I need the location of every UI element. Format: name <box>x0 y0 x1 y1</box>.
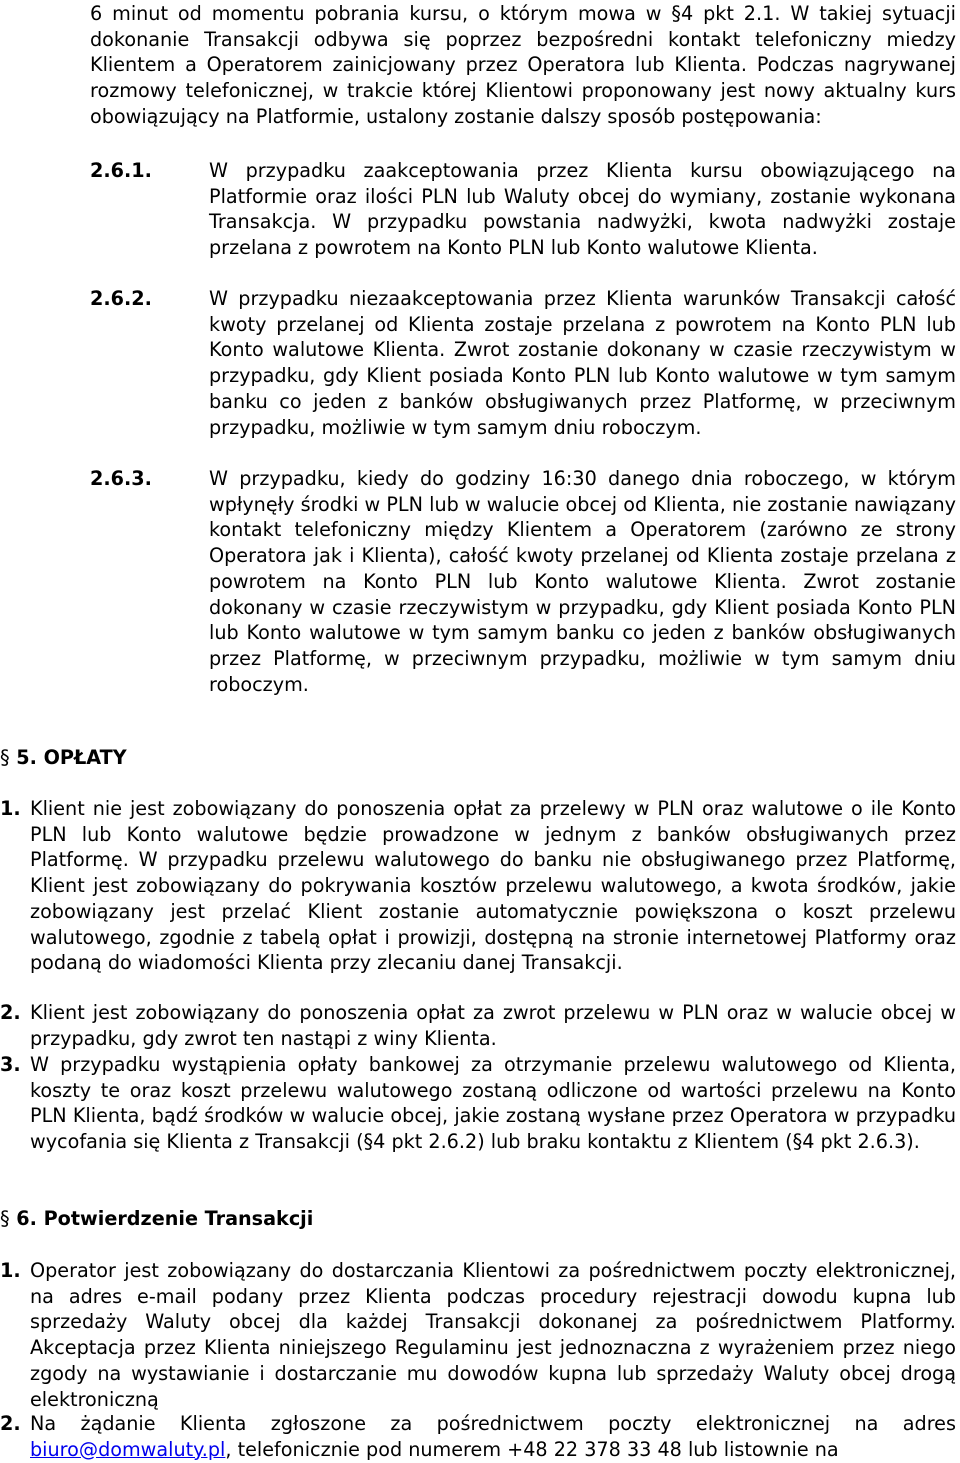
item-text-after: , telefonicznie pod numerem +48 22 378 33 48 lub listownie na <box>225 1437 839 1461</box>
item-text: Klient jest zobowiązany do ponoszenia opłat za zwrot przelewu w PLN oraz w walucie obcej w przypadku, gdy zwrot ten nastąpi z winy Klienta. <box>30 1001 956 1050</box>
subpoint-2-6-3 <box>90 466 956 697</box>
section-title: 6. Potwierdzenie Transakcji <box>9 1207 314 1230</box>
subpoint-text: W przypadku, kiedy do godziny 16:30 danego dnia roboczego, w którym wpłynęły środki w PLN lub w walucie obcej od Klienta, nie zostanie nawiązany kontakt telefoniczny między Klientem a Operatorem (zarówno ze strony Operatora jak i Klienta), całość kwoty przelanej od Klienta zostaje przelana z powrotem na Konto PLN lub Konto walutowe Klienta. Zwrot zostanie dokonany w czasie rzeczywistym w przypadku, gdy Klient posiada Konto PLN lub Konto walutowe w tym samym banku co jeden z banków obsługiwanych przez Platformę, w przeciwnym przypadku, możliwie w tym samym dniu roboczym. <box>209 467 956 696</box>
email-link[interactable]: biuro@domwaluty.pl <box>30 1437 226 1461</box>
section-5-heading <box>0 745 127 771</box>
item-text: W przypadku wystąpienia opłaty bankowej za otrzymanie przelewu walutowego od Klienta, koszty te oraz koszt przelewu walutowego zostaną odliczone od wartości przelewu na Konto PLN Klienta, bądź środków w walucie obcej, jakie zostaną wysłane przez Operatora w przypadku wycofania się Klienta z Transakcji (§4 pkt 2.6.2) lub braku kontaktu z Klientem (§4 pkt 2.6.3). <box>30 1053 956 1154</box>
item-text-before: Na żądanie Klienta zgłoszone za pośrednictwem poczty elektronicznej na adres <box>30 1412 956 1435</box>
section-symbol: § <box>0 746 10 769</box>
item-number: 3. <box>0 1053 21 1076</box>
subpoint-2-6-2 <box>90 286 956 440</box>
section-6-heading <box>0 1206 313 1232</box>
item-text <box>30 1411 956 1462</box>
subpoint-number: 2.6.2. <box>90 287 152 310</box>
section-6-item-1 <box>0 1258 956 1412</box>
item-number: 2. <box>0 1001 21 1024</box>
section-symbol: § <box>0 1207 10 1230</box>
item-number: 2. <box>0 1412 21 1435</box>
section-6-item-2 <box>0 1411 956 1462</box>
subpoint-text: W przypadku zaakceptowania przez Klienta kursu obowiązującego na Platformie oraz ilości PLN lub Waluty obcej do wymiany, zostanie wykonana Transakcja. W przypadku powstania nadwyżki, kwota nadwyżki zostaje przelana z powrotem na Konto PLN lub Konto walutowe Klienta. <box>209 159 956 260</box>
intro-paragraph: 6 minut od momentu pobrania kursu, o którym mowa w §4 pkt 2.1. W takiej sytuacji dokonanie Transakcji odbywa się poprzez bezpośredni kontakt telefoniczny miedzy Klientem a Operatorem zainicjowany przez Operatora lub Klienta. Podczas nagrywanej rozmowy telefonicznej, w trakcie której Klientowi proponowany jest nowy aktualny kurs obowiązujący na Platformie, ustalony zostanie dalszy sposób postępowania: <box>90 2 956 128</box>
subpoint-2-6-1 <box>90 158 956 261</box>
section-5-item-2 <box>0 1000 956 1051</box>
subpoint-number: 2.6.1. <box>90 159 152 182</box>
subpoint-number: 2.6.3. <box>90 467 152 490</box>
section-5-item-1 <box>0 796 956 976</box>
item-text: Operator jest zobowiązany do dostarczania Klientowi za pośrednictwem poczty elektronicznej, na adres e-mail podany przez Klienta podczas procedury rejestracji dowodu kupna lub sprzedaży Waluty obcej dla każdej Transakcji dokonanej za pośrednictwem Platformy. Akceptacja przez Klienta niniejszego Regulaminu jest jednoznaczna z wyrażeniem przez niego zgody na wystawianie i dostarczanie mu dowodów kupna lub sprzedaży Waluty obcej drogą elektroniczną <box>30 1259 956 1411</box>
item-number: 1. <box>0 797 21 820</box>
item-text: Klient nie jest zobowiązany do ponoszenia opłat za przelewy w PLN oraz walutowe o ile Konto PLN lub Konto walutowe będzie prowadzone w jednym z banków obsługiwanych przez Platformę. W przypadku przelewu walutowego do banku nie obsługiwanego przez Platformę, Klient jest zobowiązany do pokrywania kosztów przelewu walutowego, a kwota środków, jakie zobowiązany jest przelać Klient zostanie automatycznie powiększona o koszt przelewu walutowego, zgodnie z tabelą opłat i prowizji, dostępną na stronie internetowej Platformy oraz podaną do wiadomości Klienta przy zlecaniu danej Transakcji. <box>30 797 956 975</box>
section-5-item-3 <box>0 1052 956 1155</box>
subpoint-text: W przypadku niezaakceptowania przez Klienta warunków Transakcji całość kwoty przelanej od Klienta zostaje przelana z powrotem na Konto PLN lub Konto walutowe Klienta. Zwrot zostanie dokonany w czasie rzeczywistym w przypadku, gdy Klient posiada Konto PLN lub Konto walutowe w tym samym banku co jeden z banków obsługiwanych przez Platformę, w przeciwnym przypadku, możliwie w tym samym dniu roboczym. <box>209 287 956 439</box>
section-title: 5. OPŁATY <box>9 746 127 769</box>
item-number: 1. <box>0 1259 21 1282</box>
